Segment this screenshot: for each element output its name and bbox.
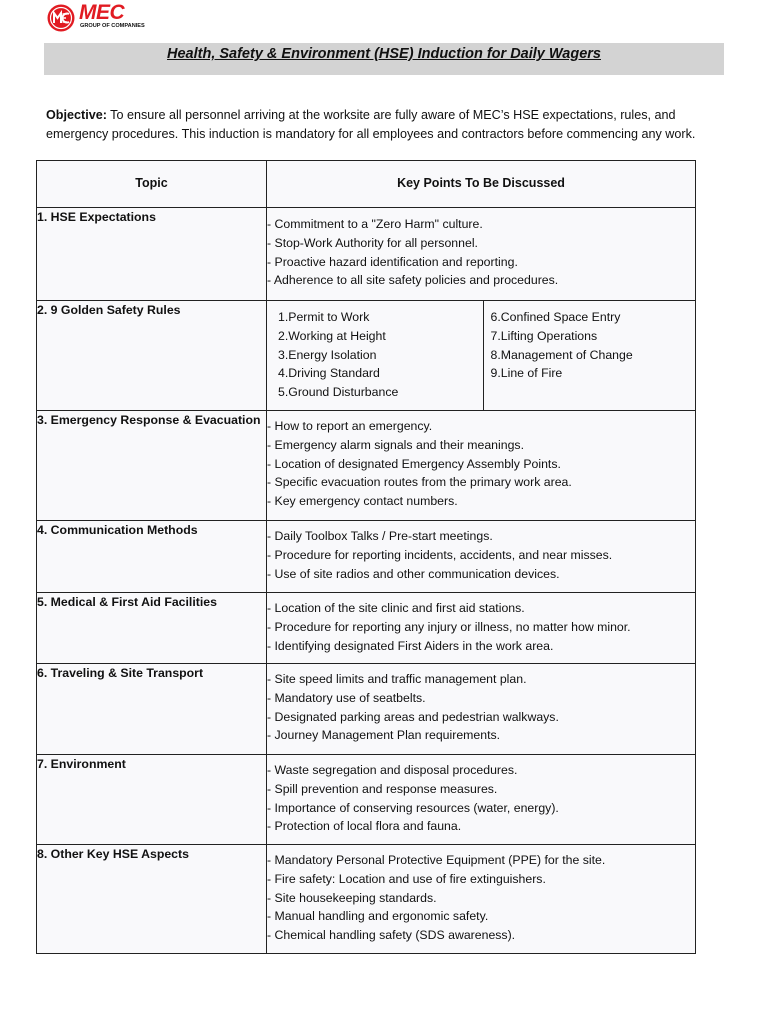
list-item: - Mandatory Personal Protective Equipment (PPE) for the site. — [267, 853, 606, 867]
points-cell — [267, 845, 696, 954]
topic-cell: 2. 9 Golden Safety Rules — [37, 301, 267, 411]
list-item: 1.Permit to Work — [278, 310, 370, 324]
list-item: - How to report an emergency. — [267, 419, 433, 433]
list-item: - Manual handling and ergonomic safety. — [267, 909, 489, 924]
list-item: - Protection of local flora and fauna. — [267, 819, 462, 834]
rules-column-right — [483, 301, 696, 410]
points-cell — [267, 411, 696, 521]
table-row — [37, 593, 696, 664]
logo-text: MEC — [79, 1, 125, 24]
list-item: - Commitment to a "Zero Harm" culture. — [267, 217, 483, 231]
document-title: Health, Safety & Environment (HSE) Induction for Daily Wagers — [167, 46, 601, 62]
table-row — [37, 845, 696, 954]
mec-logo-mark-icon — [46, 3, 78, 33]
list-item: - Site speed limits and traffic management plan. — [267, 672, 527, 686]
list-item: 6.Confined Space Entry — [490, 310, 621, 324]
title-bar — [44, 43, 724, 75]
list-item: - Location of the site clinic and first aid stations. — [267, 601, 525, 615]
header-topic: Topic — [37, 161, 267, 208]
topic-cell: 6. Traveling & Site Transport — [37, 664, 267, 755]
list-item: 2.Working at Height — [278, 328, 386, 343]
points-cell — [267, 208, 696, 301]
table-row — [37, 208, 696, 301]
list-item: - Procedure for reporting any injury or illness, no matter how minor. — [267, 619, 631, 634]
list-item: 8.Management of Change — [490, 347, 633, 362]
list-item: - Chemical handling safety (SDS awareness). — [267, 928, 516, 943]
hse-induction-table — [36, 160, 696, 954]
list-item: - Stop-Work Authority for all personnel. — [267, 235, 478, 250]
points-cell — [267, 664, 696, 755]
list-item: - Location of designated Emergency Assembly Points. — [267, 456, 561, 471]
header-key-points: Key Points To Be Discussed — [267, 161, 696, 208]
list-item: - Spill prevention and response measures. — [267, 781, 498, 796]
table-row — [37, 755, 696, 845]
list-item: - Fire safety: Location and use of fire extinguishers. — [267, 871, 546, 886]
list-item: - Importance of conserving resources (water, energy). — [267, 800, 559, 815]
list-item: - Proactive hazard identification and reporting. — [267, 254, 518, 269]
list-item: - Mandatory use of seatbelts. — [267, 690, 426, 705]
list-item: - Use of site radios and other communication devices. — [267, 566, 560, 581]
list-item: 5.Ground Disturbance — [278, 385, 399, 400]
list-item: 4.Driving Standard — [278, 366, 380, 381]
objective-paragraph — [46, 106, 736, 144]
objective-label: Objective: — [46, 108, 107, 122]
table-row — [37, 301, 696, 411]
logo-subtext: GROUP OF COMPANIES — [80, 23, 145, 29]
table-row — [37, 411, 696, 521]
topic-cell: 4. Communication Methods — [37, 521, 267, 593]
list-item: - Key emergency contact numbers. — [267, 494, 458, 509]
topic-cell: 5. Medical & First Aid Facilities — [37, 593, 267, 664]
objective-text: To ensure all personnel arriving at the worksite are fully aware of MEC’s HSE expectations, rules, and emergency procedures. This induction is mandatory for all employees and contractors before commencing any work. — [46, 108, 696, 141]
table-row — [37, 521, 696, 593]
list-item: - Procedure for reporting incidents, accidents, and near misses. — [267, 547, 613, 562]
table-row — [37, 664, 696, 755]
company-logo — [46, 3, 166, 33]
list-item: - Site housekeeping standards. — [267, 890, 437, 905]
list-item: - Daily Toolbox Talks / Pre-start meetings. — [267, 529, 493, 543]
points-cell — [267, 521, 696, 593]
table-header-row — [37, 161, 696, 208]
list-item: - Specific evacuation routes from the primary work area. — [267, 475, 572, 490]
list-item: - Adherence to all site safety policies and procedures. — [267, 273, 559, 288]
topic-cell: 3. Emergency Response & Evacuation — [37, 411, 267, 521]
list-item: - Identifying designated First Aiders in the work area. — [267, 638, 554, 653]
rules-column-left — [267, 301, 483, 410]
topic-cell: 1. HSE Expectations — [37, 208, 267, 301]
list-item: 9.Line of Fire — [490, 366, 563, 381]
list-item: - Emergency alarm signals and their meanings. — [267, 437, 524, 452]
list-item: 3.Energy Isolation — [278, 347, 377, 362]
list-item: - Journey Management Plan requirements. — [267, 728, 501, 743]
points-cell — [267, 593, 696, 664]
points-cell — [267, 755, 696, 845]
list-item: 7.Lifting Operations — [490, 328, 598, 343]
topic-cell: 8. Other Key HSE Aspects — [37, 845, 267, 954]
list-item: - Designated parking areas and pedestrian walkways. — [267, 709, 559, 724]
list-item: - Waste segregation and disposal procedures. — [267, 763, 518, 777]
topic-cell: 7. Environment — [37, 755, 267, 845]
golden-rules-cell — [267, 301, 696, 411]
